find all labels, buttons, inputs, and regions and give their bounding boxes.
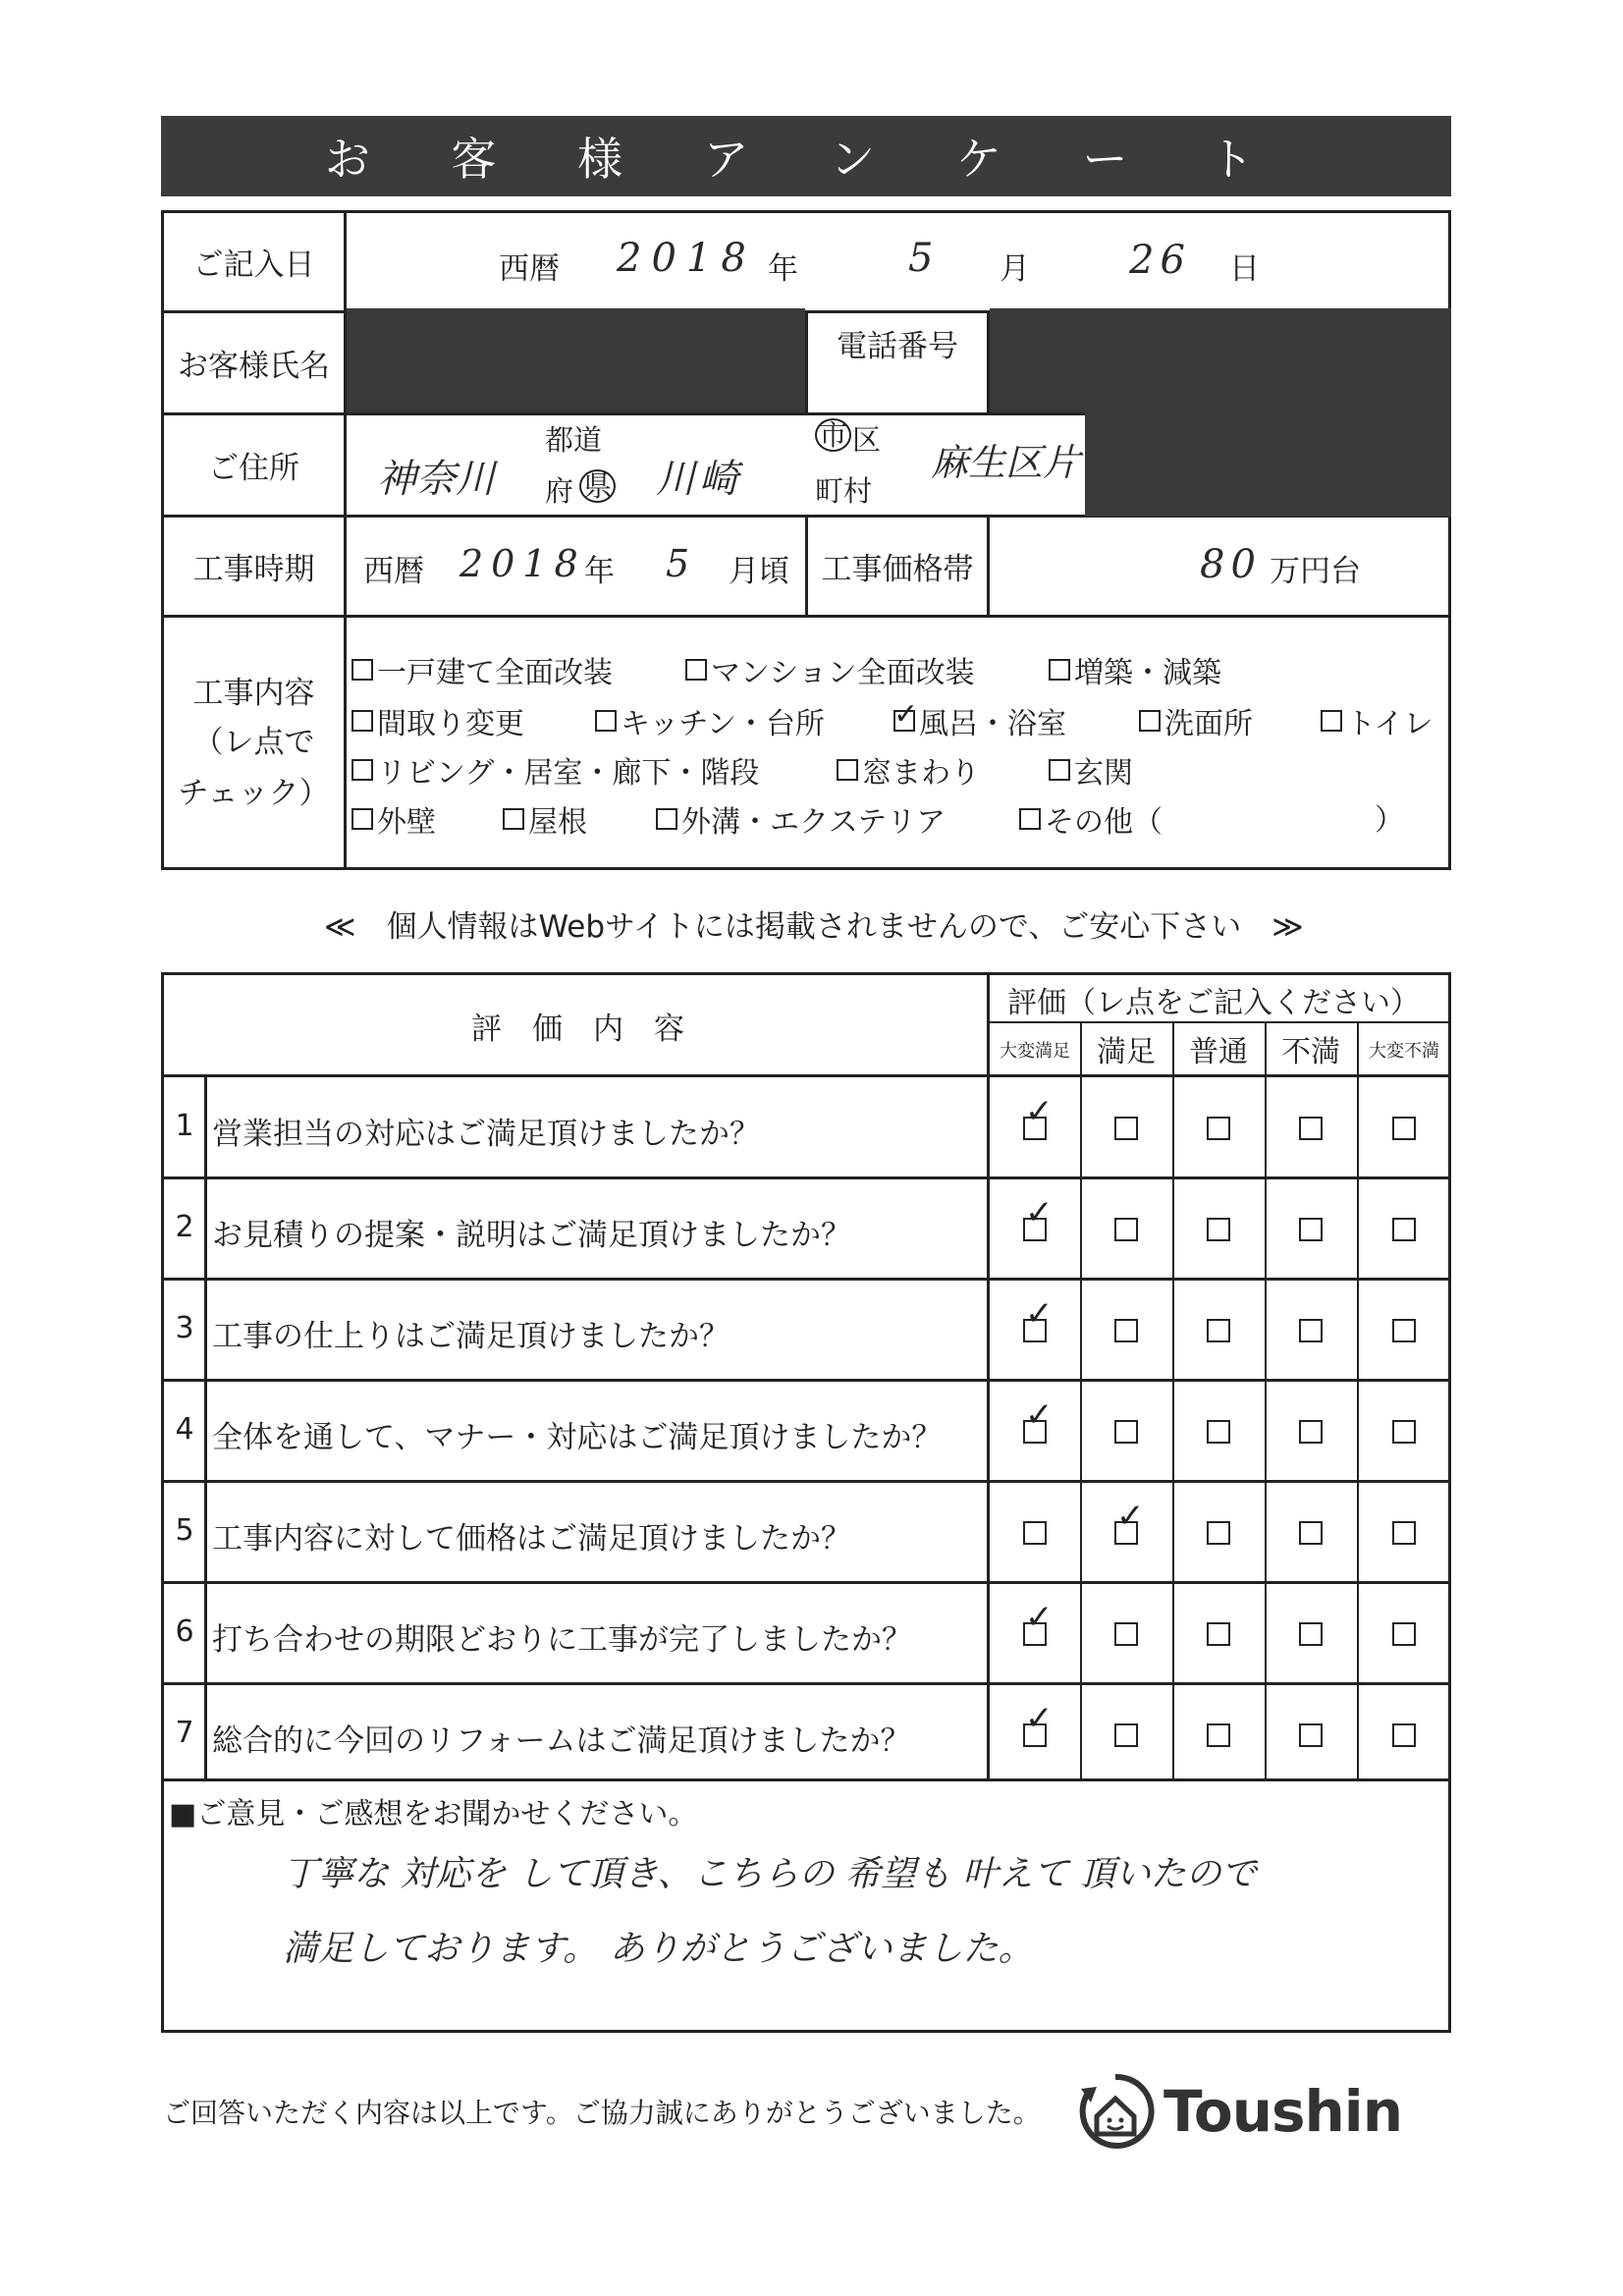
work-option-label: 外壁 xyxy=(377,805,436,840)
phone-redaction xyxy=(990,308,1451,412)
work-option[interactable] xyxy=(352,648,613,691)
work-option-label: 増築・減築 xyxy=(1074,656,1221,690)
rating-checkbox[interactable] xyxy=(1392,1723,1416,1747)
rating-checkbox[interactable] xyxy=(1207,1319,1230,1342)
comments-line-1: 丁寧な 対応を して頂き、こちらの 希望も 叶えて 頂いたので xyxy=(283,1854,1257,1894)
other-close-paren: ） xyxy=(1375,803,1404,838)
work-label-3: チェック） xyxy=(178,775,330,811)
address-city: 川崎 xyxy=(656,457,742,502)
rating-checkbox[interactable] xyxy=(1207,1218,1230,1241)
evaluation-column-header: 不満 xyxy=(1281,1035,1340,1069)
rating-checkbox[interactable] xyxy=(1207,1521,1230,1545)
comments-line-2: 満足しております。 ありがとうございました。 xyxy=(283,1929,1034,1969)
rating-checkbox[interactable] xyxy=(1299,1420,1323,1444)
comments-heading: ■ご意見・ご感想をお聞かせください。 xyxy=(169,1797,698,1831)
rating-checkbox[interactable] xyxy=(1392,1622,1416,1646)
check-mark-icon: ✓ xyxy=(1025,1395,1054,1435)
address-redaction xyxy=(1085,412,1451,517)
row-divider xyxy=(161,1278,1451,1281)
brand-logo xyxy=(1075,2072,1429,2151)
checkbox-icon[interactable] xyxy=(1049,759,1070,781)
date-day-unit: 日 xyxy=(1229,251,1260,287)
rating-checkbox[interactable] xyxy=(1392,1420,1416,1444)
evaluation-table xyxy=(161,972,1451,1781)
checkbox-icon[interactable] xyxy=(352,759,373,781)
address-ward: 麻生区片 xyxy=(931,441,1081,484)
column-divider xyxy=(1265,1021,1267,1781)
evaluation-column-header: 満足 xyxy=(1097,1035,1156,1069)
question-number: 3 xyxy=(175,1311,194,1345)
rating-checkbox[interactable] xyxy=(1299,1218,1323,1241)
work-option-label: 風呂・浴室 xyxy=(919,707,1066,741)
check-mark-icon: ✓ xyxy=(1025,1598,1054,1637)
date-label: ご記入日 xyxy=(192,247,315,283)
date-month: 5 xyxy=(908,236,934,281)
question-number: 2 xyxy=(175,1210,194,1244)
name-label: お客様氏名 xyxy=(178,349,330,384)
checkbox-icon[interactable] xyxy=(893,697,919,732)
row-divider xyxy=(161,1176,1451,1179)
work-option-label: 洗面所 xyxy=(1164,707,1253,741)
check-mark-icon: ✓ xyxy=(893,697,919,732)
price-label: 工事価格帯 xyxy=(821,552,974,587)
prefecture-bottom-label-a: 府 xyxy=(545,474,574,508)
price-unit: 万円台 xyxy=(1270,554,1361,589)
work-option-label: トイレ xyxy=(1346,707,1434,741)
work-option-label: キッチン・台所 xyxy=(621,707,825,741)
checkbox-icon[interactable] xyxy=(1321,710,1342,732)
column-divider xyxy=(1172,1021,1174,1781)
city-bottom-label: 町村 xyxy=(815,474,873,508)
period-year-unit: 年 xyxy=(584,554,615,589)
rating-checkbox[interactable] xyxy=(1392,1218,1416,1241)
city-top-label-b: 区 xyxy=(852,423,882,457)
column-divider xyxy=(1357,1021,1359,1781)
column-divider xyxy=(1080,1021,1082,1781)
work-option[interactable] xyxy=(595,699,825,742)
rating-checkbox[interactable] xyxy=(1207,1420,1230,1444)
work-label-1: 工事内容 xyxy=(192,675,315,711)
checkbox-icon[interactable] xyxy=(352,659,373,681)
work-option-label: 屋根 xyxy=(528,805,587,840)
address-prefecture: 神奈川 xyxy=(377,457,495,502)
work-option[interactable] xyxy=(893,699,1066,742)
row-divider xyxy=(161,1581,1451,1584)
rating-checkbox[interactable] xyxy=(1114,1622,1138,1646)
rating-checkbox[interactable] xyxy=(1114,1319,1138,1342)
work-option-label: 外溝・エクステリア xyxy=(681,805,947,840)
checkbox-icon[interactable] xyxy=(656,808,677,830)
rating-checkbox[interactable] xyxy=(1299,1319,1323,1342)
rating-checkbox[interactable] xyxy=(1299,1622,1323,1646)
evaluation-column-header: 普通 xyxy=(1189,1035,1248,1069)
question-text: 工事内容に対して価格はご満足頂けましたか？ xyxy=(212,1521,851,1557)
city-top-label-a: 市 xyxy=(815,418,851,452)
survey-title: お 客 様 ア ン ケ ー ト xyxy=(161,116,1451,196)
checkbox-icon[interactable] xyxy=(1019,808,1041,830)
evaluation-column-header: 大変不満 xyxy=(1369,1041,1439,1062)
rating-checkbox[interactable] xyxy=(1114,1218,1138,1241)
checkbox-icon[interactable] xyxy=(503,808,524,830)
footer-thanks: ご回答いただく内容は以上です。ご協力誠にありがとうございました。 xyxy=(163,2097,1041,2129)
work-option-label: マンション全面改装 xyxy=(711,656,975,690)
row-divider xyxy=(161,1682,1451,1685)
period-era: 西暦 xyxy=(363,554,424,589)
price-value: 80 xyxy=(1200,542,1262,587)
date-month-unit: 月 xyxy=(1000,251,1030,287)
work-option[interactable] xyxy=(352,797,436,841)
question-text: 全体を通して、マナー・対応はご満足頂けましたか？ xyxy=(212,1420,943,1455)
work-option-label: その他（ xyxy=(1045,805,1163,840)
question-number: 7 xyxy=(175,1716,194,1750)
check-mark-icon: ✓ xyxy=(1025,1699,1054,1738)
date-year-unit: 年 xyxy=(768,251,798,287)
work-option-label: 玄関 xyxy=(1074,756,1133,791)
work-option[interactable] xyxy=(503,797,587,841)
rating-checkbox[interactable] xyxy=(1299,1723,1323,1747)
prefecture-top-label: 都道 xyxy=(545,423,603,457)
question-text: 営業担当の対応はご満足頂けましたか？ xyxy=(212,1117,760,1152)
checkbox-icon[interactable] xyxy=(1049,659,1070,681)
period-year: 2018 xyxy=(460,542,586,585)
date-day: 26 xyxy=(1129,238,1191,283)
work-option-label: 一戸建て全面改装 xyxy=(377,656,613,690)
question-text: 総合的に今回のリフォームはご満足頂けましたか？ xyxy=(212,1723,911,1759)
brand-name: Toushin xyxy=(1163,2078,1402,2145)
work-option[interactable] xyxy=(837,748,980,792)
work-option[interactable] xyxy=(352,748,759,792)
question-text: 工事の仕上りはご満足頂けましたか？ xyxy=(212,1319,730,1354)
phone-label: 電話番号 xyxy=(837,328,958,364)
rating-checkbox[interactable] xyxy=(1023,1521,1047,1545)
evaluation-header-right: 評価（レ点をご記入ください） xyxy=(1007,986,1420,1020)
period-month: 5 xyxy=(666,542,690,585)
date-year: 2018 xyxy=(617,236,756,281)
question-text: お見積りの提案・説明はご満足頂けましたか？ xyxy=(212,1218,851,1253)
work-option[interactable] xyxy=(1139,699,1253,742)
row-divider xyxy=(161,1379,1451,1382)
address-label: ご住所 xyxy=(208,451,299,486)
period-label: 工事時期 xyxy=(192,552,315,587)
question-number: 1 xyxy=(175,1109,194,1143)
work-option[interactable] xyxy=(1321,699,1434,742)
work-option[interactable] xyxy=(352,699,524,742)
rating-checkbox[interactable] xyxy=(1392,1117,1416,1140)
checkbox-icon[interactable] xyxy=(352,808,373,830)
house-logo-icon xyxy=(1075,2071,1156,2152)
evaluation-column-header: 大変満足 xyxy=(1000,1041,1070,1062)
check-mark-icon: ✓ xyxy=(1025,1092,1054,1131)
work-option[interactable] xyxy=(685,648,975,691)
checkbox-icon[interactable] xyxy=(837,759,858,781)
work-option[interactable] xyxy=(656,797,946,841)
privacy-note: ≪ 個人情報はWebサイトには掲載されませんので、ご安心下さい ≫ xyxy=(324,909,1304,945)
prefecture-bottom-label-b: 県 xyxy=(579,469,616,503)
checkbox-icon[interactable] xyxy=(1139,710,1161,732)
evaluation-header-left: 評 価 内 容 xyxy=(471,1011,684,1047)
check-mark-icon: ✓ xyxy=(1116,1497,1145,1536)
check-mark-icon: ✓ xyxy=(1025,1294,1054,1334)
work-option-label: 窓まわり xyxy=(862,756,980,791)
row-divider xyxy=(161,1480,1451,1483)
checkbox-icon[interactable] xyxy=(352,710,373,732)
work-option-label: リビング・居室・廊下・階段 xyxy=(377,756,760,791)
question-text: 打ち合わせの期限どおりに工事が完了しましたか？ xyxy=(212,1622,912,1658)
work-option[interactable] xyxy=(1019,797,1163,841)
question-number: 6 xyxy=(175,1614,194,1649)
question-number: 4 xyxy=(175,1412,194,1447)
work-option-label: 間取り変更 xyxy=(377,707,524,741)
name-redaction xyxy=(347,308,805,412)
rating-checkbox[interactable] xyxy=(1392,1521,1416,1545)
checkbox-icon[interactable] xyxy=(595,710,617,732)
rating-checkbox[interactable] xyxy=(1392,1319,1416,1342)
rating-checkbox[interactable] xyxy=(1114,1420,1138,1444)
date-era: 西暦 xyxy=(499,251,560,287)
work-option[interactable] xyxy=(1049,748,1133,792)
period-month-unit: 月頃 xyxy=(729,554,789,589)
rating-checkbox[interactable] xyxy=(1299,1117,1323,1140)
rating-checkbox[interactable] xyxy=(1207,1622,1230,1646)
rating-checkbox[interactable] xyxy=(1114,1723,1138,1747)
work-label-2: （レ点で xyxy=(192,724,315,760)
work-option[interactable] xyxy=(1049,648,1221,691)
check-mark-icon: ✓ xyxy=(1025,1193,1054,1232)
rating-checkbox[interactable] xyxy=(1207,1117,1230,1140)
rating-checkbox[interactable] xyxy=(1114,1117,1138,1140)
rating-checkbox[interactable] xyxy=(1299,1521,1323,1545)
checkbox-icon[interactable] xyxy=(685,659,707,681)
rating-checkbox[interactable] xyxy=(1207,1723,1230,1747)
question-number: 5 xyxy=(175,1513,194,1548)
